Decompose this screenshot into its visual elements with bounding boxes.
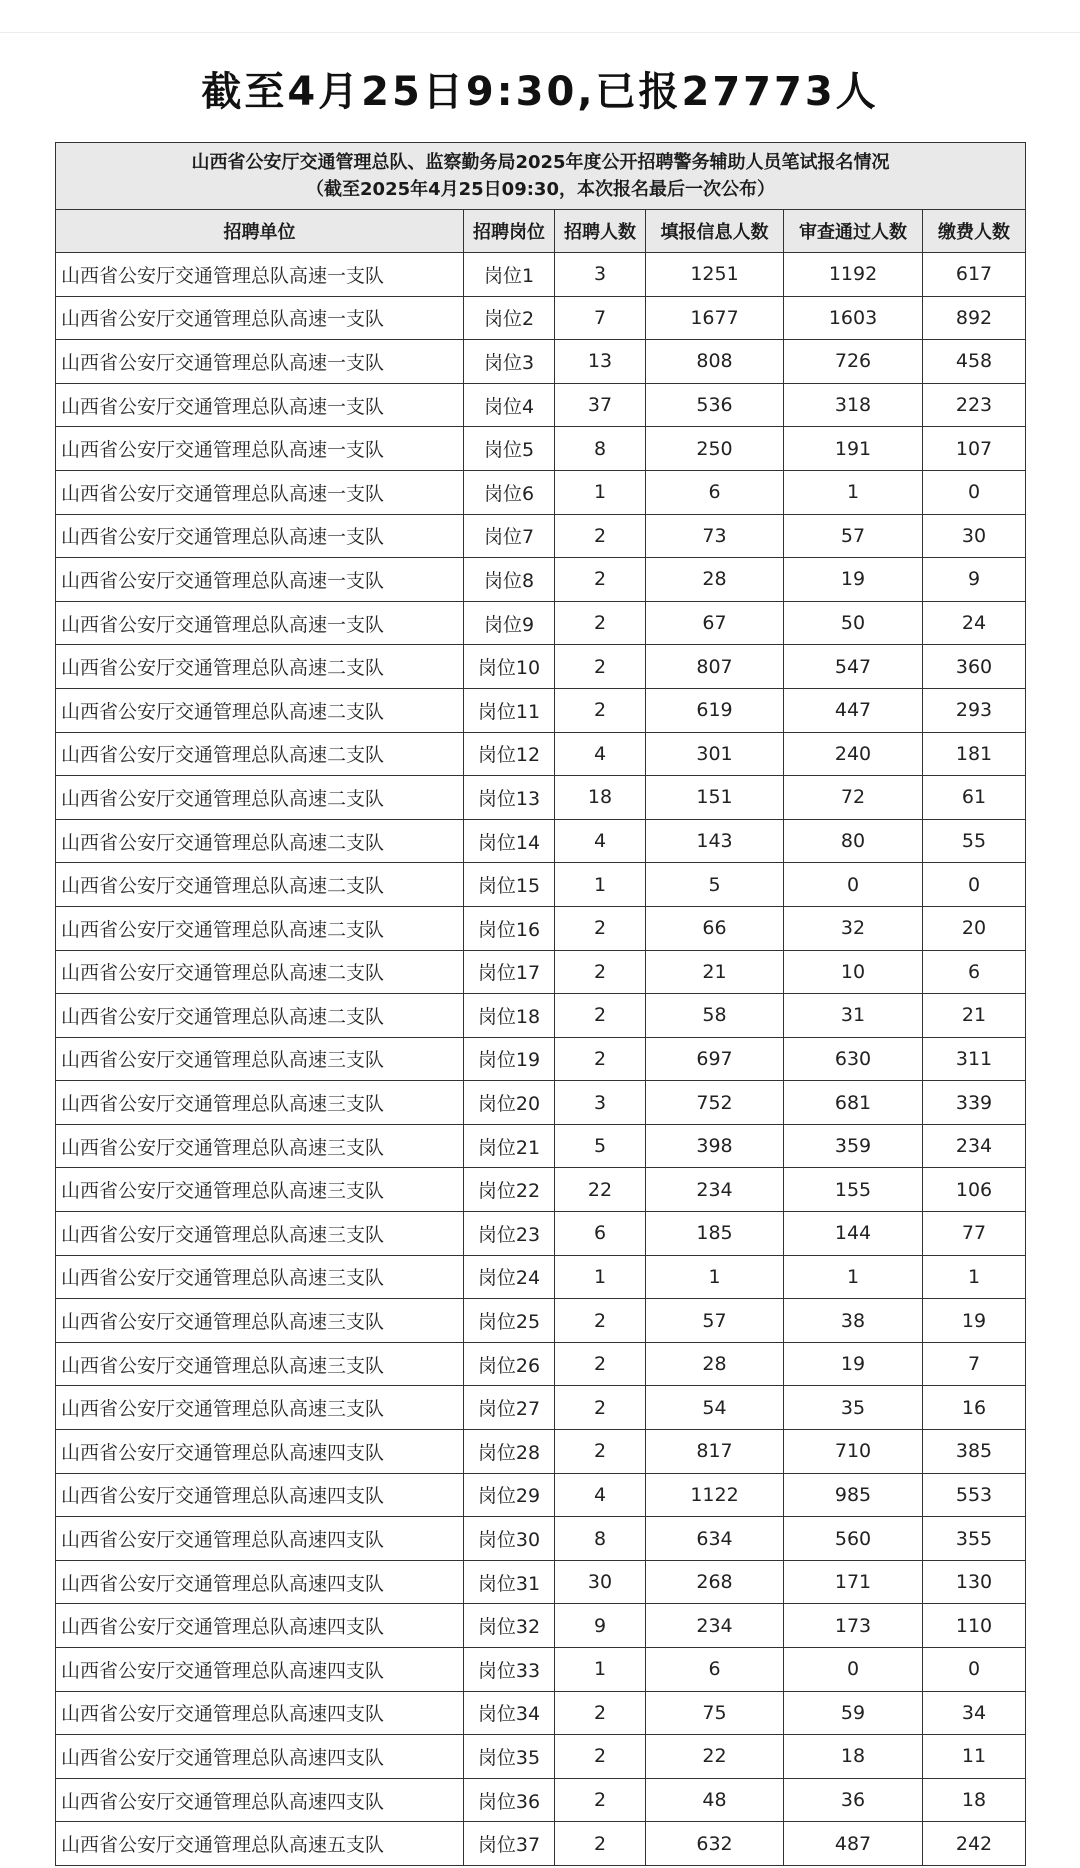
cell-unit: 山西省公安厅交通管理总队高速一支队 — [56, 383, 464, 427]
cell-quota: 2 — [555, 994, 646, 1038]
cell-paid: 360 — [923, 645, 1026, 689]
cell-paid: 107 — [923, 427, 1026, 471]
table-row — [56, 994, 1026, 1038]
cell-unit: 山西省公安厅交通管理总队高速一支队 — [56, 253, 464, 297]
cell-approved: 50 — [784, 601, 923, 645]
cell-post: 岗位16 — [464, 906, 555, 950]
cell-quota: 18 — [555, 776, 646, 820]
cell-unit: 山西省公安厅交通管理总队高速一支队 — [56, 601, 464, 645]
table-row — [56, 383, 1026, 427]
cell-unit: 山西省公安厅交通管理总队高速四支队 — [56, 1735, 464, 1779]
cell-paid: 0 — [923, 1648, 1026, 1692]
cell-filled: 143 — [646, 819, 784, 863]
cell-quota: 5 — [555, 1124, 646, 1168]
cell-post: 岗位14 — [464, 819, 555, 863]
table-row — [56, 296, 1026, 340]
cell-filled: 151 — [646, 776, 784, 820]
cell-quota: 2 — [555, 950, 646, 994]
table-row — [56, 1342, 1026, 1386]
cell-paid: 16 — [923, 1386, 1026, 1430]
cell-approved: 0 — [784, 863, 923, 907]
cell-paid: 892 — [923, 296, 1026, 340]
table-row — [56, 558, 1026, 602]
cell-unit: 山西省公安厅交通管理总队高速一支队 — [56, 340, 464, 384]
cell-approved: 19 — [784, 1342, 923, 1386]
cell-paid: 458 — [923, 340, 1026, 384]
cell-quota: 2 — [555, 1822, 646, 1866]
registration-table — [55, 142, 1026, 1866]
cell-post: 岗位1 — [464, 253, 555, 297]
cell-paid: 24 — [923, 601, 1026, 645]
cell-filled: 6 — [646, 1648, 784, 1692]
cell-filled: 1677 — [646, 296, 784, 340]
cell-approved: 18 — [784, 1735, 923, 1779]
cell-unit: 山西省公安厅交通管理总队高速三支队 — [56, 1386, 464, 1430]
cell-unit: 山西省公安厅交通管理总队高速四支队 — [56, 1648, 464, 1692]
cell-quota: 7 — [555, 296, 646, 340]
table-row — [56, 1430, 1026, 1474]
table-row — [56, 819, 1026, 863]
table-row — [56, 340, 1026, 384]
cell-quota: 13 — [555, 340, 646, 384]
cell-approved: 487 — [784, 1822, 923, 1866]
table-row — [56, 1255, 1026, 1299]
cell-paid: 293 — [923, 688, 1026, 732]
table-row — [56, 1081, 1026, 1125]
cell-paid: 110 — [923, 1604, 1026, 1648]
cell-post: 岗位6 — [464, 470, 555, 514]
cell-approved: 80 — [784, 819, 923, 863]
header-post: 招聘岗位 — [464, 210, 555, 253]
cell-post: 岗位25 — [464, 1299, 555, 1343]
cell-quota: 2 — [555, 1037, 646, 1081]
cell-approved: 10 — [784, 950, 923, 994]
cell-paid: 311 — [923, 1037, 1026, 1081]
header-approved: 审查通过人数 — [784, 210, 923, 253]
cell-post: 岗位29 — [464, 1473, 555, 1517]
cell-approved: 447 — [784, 688, 923, 732]
cell-unit: 山西省公安厅交通管理总队高速二支队 — [56, 906, 464, 950]
cell-approved: 710 — [784, 1430, 923, 1474]
cell-approved: 59 — [784, 1691, 923, 1735]
cell-filled: 632 — [646, 1822, 784, 1866]
cell-filled: 1251 — [646, 253, 784, 297]
cell-filled: 58 — [646, 994, 784, 1038]
cell-quota: 2 — [555, 645, 646, 689]
cell-unit: 山西省公安厅交通管理总队高速四支队 — [56, 1604, 464, 1648]
cell-quota: 1 — [555, 1255, 646, 1299]
cell-filled: 21 — [646, 950, 784, 994]
cell-paid: 21 — [923, 994, 1026, 1038]
cell-unit: 山西省公安厅交通管理总队高速四支队 — [56, 1517, 464, 1561]
table-row — [56, 1778, 1026, 1822]
cell-approved: 191 — [784, 427, 923, 471]
table-row — [56, 1037, 1026, 1081]
cell-approved: 36 — [784, 1778, 923, 1822]
table-caption — [56, 143, 1026, 210]
cell-unit: 山西省公安厅交通管理总队高速四支队 — [56, 1691, 464, 1735]
cell-quota: 2 — [555, 1342, 646, 1386]
cell-post: 岗位23 — [464, 1212, 555, 1256]
cell-approved: 57 — [784, 514, 923, 558]
cell-approved: 144 — [784, 1212, 923, 1256]
cell-approved: 173 — [784, 1604, 923, 1648]
cell-quota: 37 — [555, 383, 646, 427]
table-row — [56, 1604, 1026, 1648]
cell-paid: 6 — [923, 950, 1026, 994]
cell-post: 岗位35 — [464, 1735, 555, 1779]
cell-filled: 752 — [646, 1081, 784, 1125]
cell-unit: 山西省公安厅交通管理总队高速四支队 — [56, 1473, 464, 1517]
cell-paid: 223 — [923, 383, 1026, 427]
cell-approved: 318 — [784, 383, 923, 427]
cell-filled: 48 — [646, 1778, 784, 1822]
cell-quota: 2 — [555, 514, 646, 558]
cell-unit: 山西省公安厅交通管理总队高速一支队 — [56, 514, 464, 558]
table-row — [56, 645, 1026, 689]
cell-paid: 106 — [923, 1168, 1026, 1212]
cell-unit: 山西省公安厅交通管理总队高速三支队 — [56, 1124, 464, 1168]
table-row — [56, 732, 1026, 776]
cell-unit: 山西省公安厅交通管理总队高速二支队 — [56, 688, 464, 732]
cell-unit: 山西省公安厅交通管理总队高速二支队 — [56, 732, 464, 776]
table-row — [56, 1560, 1026, 1604]
cell-approved: 560 — [784, 1517, 923, 1561]
cell-approved: 32 — [784, 906, 923, 950]
cell-quota: 2 — [555, 1735, 646, 1779]
cell-unit: 山西省公安厅交通管理总队高速三支队 — [56, 1168, 464, 1212]
cell-quota: 2 — [555, 1430, 646, 1474]
cell-approved: 985 — [784, 1473, 923, 1517]
cell-approved: 547 — [784, 645, 923, 689]
table-caption-row — [56, 143, 1026, 210]
cell-filled: 66 — [646, 906, 784, 950]
cell-post: 岗位17 — [464, 950, 555, 994]
cell-paid: 339 — [923, 1081, 1026, 1125]
cell-approved: 1603 — [784, 296, 923, 340]
cell-paid: 617 — [923, 253, 1026, 297]
cell-approved: 19 — [784, 558, 923, 602]
cell-approved: 72 — [784, 776, 923, 820]
cell-post: 岗位5 — [464, 427, 555, 471]
cell-post: 岗位24 — [464, 1255, 555, 1299]
cell-unit: 山西省公安厅交通管理总队高速三支队 — [56, 1037, 464, 1081]
cell-filled: 250 — [646, 427, 784, 471]
cell-filled: 67 — [646, 601, 784, 645]
cell-post: 岗位34 — [464, 1691, 555, 1735]
cell-quota: 9 — [555, 1604, 646, 1648]
cell-post: 岗位12 — [464, 732, 555, 776]
table-row — [56, 950, 1026, 994]
cell-approved: 359 — [784, 1124, 923, 1168]
cell-quota: 3 — [555, 1081, 646, 1125]
cell-unit: 山西省公安厅交通管理总队高速四支队 — [56, 1430, 464, 1474]
cell-paid: 34 — [923, 1691, 1026, 1735]
cell-post: 岗位20 — [464, 1081, 555, 1125]
cell-unit: 山西省公安厅交通管理总队高速三支队 — [56, 1081, 464, 1125]
cell-paid: 77 — [923, 1212, 1026, 1256]
cell-post: 岗位30 — [464, 1517, 555, 1561]
cell-approved: 726 — [784, 340, 923, 384]
cell-filled: 536 — [646, 383, 784, 427]
cell-post: 岗位10 — [464, 645, 555, 689]
cell-paid: 0 — [923, 863, 1026, 907]
cell-approved: 35 — [784, 1386, 923, 1430]
cell-paid: 61 — [923, 776, 1026, 820]
cell-unit: 山西省公安厅交通管理总队高速一支队 — [56, 470, 464, 514]
registration-table-container — [55, 142, 1025, 1866]
cell-paid: 20 — [923, 906, 1026, 950]
cell-filled: 234 — [646, 1168, 784, 1212]
cell-post: 岗位15 — [464, 863, 555, 907]
cell-paid: 30 — [923, 514, 1026, 558]
cell-unit: 山西省公安厅交通管理总队高速三支队 — [56, 1212, 464, 1256]
cell-paid: 553 — [923, 1473, 1026, 1517]
cell-paid: 181 — [923, 732, 1026, 776]
cell-filled: 301 — [646, 732, 784, 776]
cell-unit: 山西省公安厅交通管理总队高速二支队 — [56, 950, 464, 994]
cell-paid: 1 — [923, 1255, 1026, 1299]
cell-post: 岗位22 — [464, 1168, 555, 1212]
cell-quota: 6 — [555, 1212, 646, 1256]
table-row — [56, 601, 1026, 645]
cell-unit: 山西省公安厅交通管理总队高速二支队 — [56, 776, 464, 820]
table-row — [56, 1648, 1026, 1692]
cell-filled: 234 — [646, 1604, 784, 1648]
cell-unit: 山西省公安厅交通管理总队高速四支队 — [56, 1560, 464, 1604]
cell-quota: 4 — [555, 732, 646, 776]
cell-approved: 171 — [784, 1560, 923, 1604]
table-row — [56, 906, 1026, 950]
cell-paid: 11 — [923, 1735, 1026, 1779]
table-row — [56, 1735, 1026, 1779]
cell-quota: 2 — [555, 1386, 646, 1430]
cell-paid: 355 — [923, 1517, 1026, 1561]
cell-unit: 山西省公安厅交通管理总队高速一支队 — [56, 558, 464, 602]
cell-filled: 398 — [646, 1124, 784, 1168]
cell-filled: 28 — [646, 558, 784, 602]
cell-paid: 9 — [923, 558, 1026, 602]
table-row — [56, 1822, 1026, 1866]
table-row — [56, 1299, 1026, 1343]
cell-paid: 19 — [923, 1299, 1026, 1343]
cell-post: 岗位4 — [464, 383, 555, 427]
table-row — [56, 253, 1026, 297]
cell-filled: 268 — [646, 1560, 784, 1604]
cell-filled: 1122 — [646, 1473, 784, 1517]
table-row — [56, 1386, 1026, 1430]
cell-unit: 山西省公安厅交通管理总队高速三支队 — [56, 1342, 464, 1386]
cell-quota: 2 — [555, 1691, 646, 1735]
cell-filled: 28 — [646, 1342, 784, 1386]
cell-quota: 2 — [555, 558, 646, 602]
cell-filled: 6 — [646, 470, 784, 514]
table-row — [56, 1168, 1026, 1212]
cell-approved: 155 — [784, 1168, 923, 1212]
table-row — [56, 1517, 1026, 1561]
table-row — [56, 1691, 1026, 1735]
cell-quota: 30 — [555, 1560, 646, 1604]
table-row — [56, 1473, 1026, 1517]
cell-filled: 697 — [646, 1037, 784, 1081]
cell-post: 岗位37 — [464, 1822, 555, 1866]
cell-post: 岗位28 — [464, 1430, 555, 1474]
cell-quota: 4 — [555, 1473, 646, 1517]
cell-filled: 73 — [646, 514, 784, 558]
cell-filled: 807 — [646, 645, 784, 689]
cell-paid: 130 — [923, 1560, 1026, 1604]
table-row — [56, 470, 1026, 514]
cell-post: 岗位27 — [464, 1386, 555, 1430]
cell-approved: 0 — [784, 1648, 923, 1692]
table-row — [56, 776, 1026, 820]
table-caption-note: （截至2025年4月25日09:30，本次报名最后一次公布） — [306, 179, 775, 200]
cell-filled: 185 — [646, 1212, 784, 1256]
cell-filled: 817 — [646, 1430, 784, 1474]
cell-quota: 2 — [555, 1299, 646, 1343]
cell-unit: 山西省公安厅交通管理总队高速五支队 — [56, 1822, 464, 1866]
cell-quota: 22 — [555, 1168, 646, 1212]
table-header-row — [56, 210, 1026, 253]
cell-filled: 619 — [646, 688, 784, 732]
cell-post: 岗位8 — [464, 558, 555, 602]
cell-post: 岗位3 — [464, 340, 555, 384]
cell-post: 岗位9 — [464, 601, 555, 645]
cell-paid: 0 — [923, 470, 1026, 514]
cell-quota: 1 — [555, 863, 646, 907]
cell-quota: 2 — [555, 1778, 646, 1822]
cell-approved: 31 — [784, 994, 923, 1038]
cell-post: 岗位11 — [464, 688, 555, 732]
cell-unit: 山西省公安厅交通管理总队高速二支队 — [56, 994, 464, 1038]
cell-paid: 242 — [923, 1822, 1026, 1866]
table-row — [56, 514, 1026, 558]
cell-quota: 2 — [555, 906, 646, 950]
cell-filled: 57 — [646, 1299, 784, 1343]
cell-unit: 山西省公安厅交通管理总队高速二支队 — [56, 863, 464, 907]
cell-filled: 5 — [646, 863, 784, 907]
cell-unit: 山西省公安厅交通管理总队高速二支队 — [56, 819, 464, 863]
cell-approved: 630 — [784, 1037, 923, 1081]
cell-filled: 808 — [646, 340, 784, 384]
table-row — [56, 1124, 1026, 1168]
cell-filled: 22 — [646, 1735, 784, 1779]
cell-post: 岗位26 — [464, 1342, 555, 1386]
cell-quota: 8 — [555, 1517, 646, 1561]
cell-post: 岗位36 — [464, 1778, 555, 1822]
cell-unit: 山西省公安厅交通管理总队高速一支队 — [56, 296, 464, 340]
cell-post: 岗位32 — [464, 1604, 555, 1648]
cell-approved: 240 — [784, 732, 923, 776]
cell-post: 岗位21 — [464, 1124, 555, 1168]
header-quota: 招聘人数 — [555, 210, 646, 253]
cell-post: 岗位18 — [464, 994, 555, 1038]
cell-filled: 54 — [646, 1386, 784, 1430]
cell-paid: 385 — [923, 1430, 1026, 1474]
cell-paid: 234 — [923, 1124, 1026, 1168]
cell-post: 岗位7 — [464, 514, 555, 558]
cell-quota: 4 — [555, 819, 646, 863]
table-row — [56, 1212, 1026, 1256]
cell-quota: 2 — [555, 601, 646, 645]
cell-quota: 3 — [555, 253, 646, 297]
table-row — [56, 427, 1026, 471]
cell-approved: 1 — [784, 470, 923, 514]
cell-paid: 7 — [923, 1342, 1026, 1386]
cell-post: 岗位31 — [464, 1560, 555, 1604]
header-unit: 招聘单位 — [56, 210, 464, 253]
table-body — [56, 253, 1026, 1866]
cell-filled: 75 — [646, 1691, 784, 1735]
cell-unit: 山西省公安厅交通管理总队高速三支队 — [56, 1299, 464, 1343]
cell-approved: 1192 — [784, 253, 923, 297]
top-divider — [0, 32, 1080, 33]
table-row — [56, 863, 1026, 907]
cell-post: 岗位2 — [464, 296, 555, 340]
header-paid: 缴费人数 — [923, 210, 1026, 253]
cell-post: 岗位19 — [464, 1037, 555, 1081]
table-caption-title: 山西省公安厅交通管理总队、监察勤务局2025年度公开招聘警务辅助人员笔试报名情况 — [191, 152, 890, 173]
table-row — [56, 688, 1026, 732]
cell-unit: 山西省公安厅交通管理总队高速三支队 — [56, 1255, 464, 1299]
cell-quota: 8 — [555, 427, 646, 471]
cell-unit: 山西省公安厅交通管理总队高速四支队 — [56, 1778, 464, 1822]
cell-approved: 681 — [784, 1081, 923, 1125]
cell-post: 岗位13 — [464, 776, 555, 820]
cell-quota: 1 — [555, 470, 646, 514]
cell-filled: 1 — [646, 1255, 784, 1299]
cell-post: 岗位33 — [464, 1648, 555, 1692]
cell-filled: 634 — [646, 1517, 784, 1561]
cell-unit: 山西省公安厅交通管理总队高速二支队 — [56, 645, 464, 689]
cell-approved: 38 — [784, 1299, 923, 1343]
cell-paid: 55 — [923, 819, 1026, 863]
cell-quota: 1 — [555, 1648, 646, 1692]
cell-approved: 1 — [784, 1255, 923, 1299]
cell-quota: 2 — [555, 688, 646, 732]
cell-paid: 18 — [923, 1778, 1026, 1822]
cell-unit: 山西省公安厅交通管理总队高速一支队 — [56, 427, 464, 471]
page-title: 截至4月25日9:30,已报27773人 — [201, 69, 879, 115]
header-filled: 填报信息人数 — [646, 210, 784, 253]
